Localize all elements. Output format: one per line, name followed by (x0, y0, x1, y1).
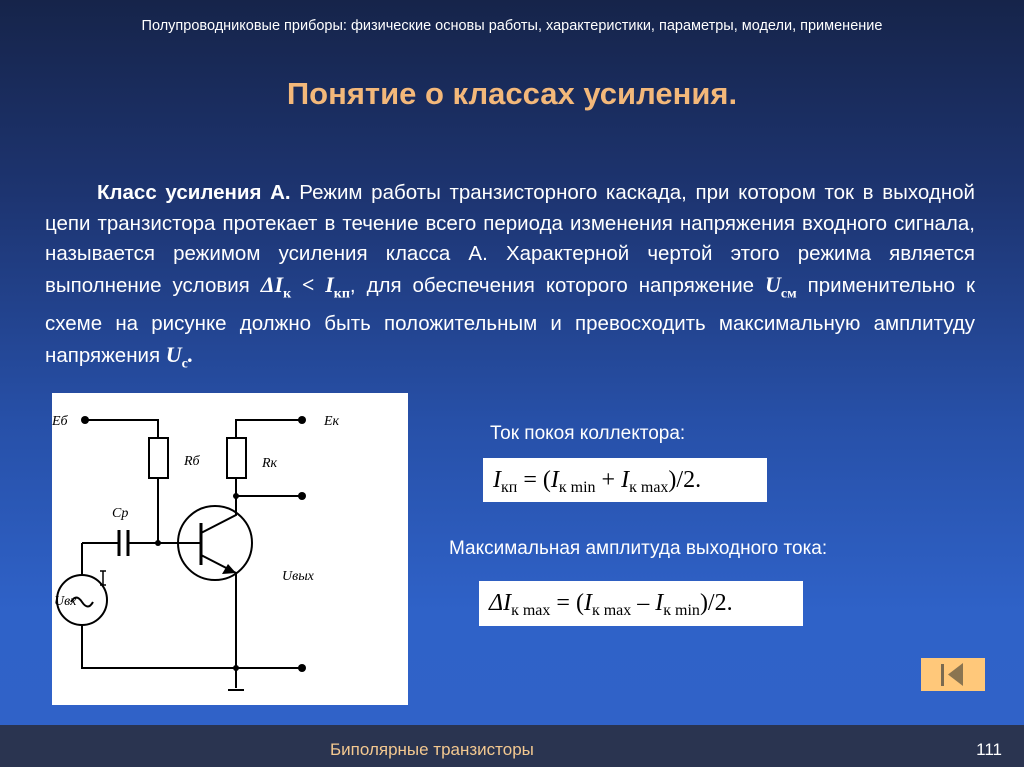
uc-symbol (165, 341, 188, 372)
presentation-header: Полупроводниковые приборы: физические основы работы, характеристики, параметры, модели, применение (141, 18, 883, 34)
label-rk: Rк (262, 456, 278, 471)
terminal-eb (81, 416, 89, 424)
cond-ikp (325, 271, 350, 301)
label-uvx: Uвх (54, 594, 77, 609)
formula-amplitude (479, 581, 803, 626)
op: )/2. (668, 467, 702, 493)
ground-icon (228, 668, 244, 690)
formula-quiescent (483, 458, 767, 502)
node (233, 665, 239, 671)
emitter-arrow (222, 564, 236, 574)
sym: ΔI (260, 271, 284, 297)
text: . (187, 341, 194, 367)
sub: к (283, 285, 292, 301)
sub: см (780, 285, 797, 301)
amplitude-label: Максимальная амплитуда выходного тока: (449, 538, 828, 559)
label-rb: Rб (184, 454, 200, 469)
label-uvyx: Uвых (282, 569, 314, 584)
cond-delta-ik (260, 271, 292, 301)
sub: к min (663, 602, 700, 619)
circuit-schematic (52, 393, 408, 705)
op: = ( (517, 467, 551, 493)
op: – (631, 590, 656, 616)
sub: кп (501, 479, 518, 496)
sub: к max (511, 602, 551, 619)
sym: U (165, 341, 182, 367)
sym: I (550, 467, 559, 493)
body-paragraph (45, 178, 975, 380)
sym: I (621, 467, 630, 493)
sub: кп (333, 285, 350, 301)
node (233, 493, 239, 499)
sym: I (325, 271, 334, 297)
text: , для обеспечения которого напряжение (349, 273, 766, 297)
less-than: < (291, 271, 326, 297)
sym: I (493, 467, 501, 493)
slide-title: Понятие о классах усиления. (286, 76, 738, 111)
op: + (595, 467, 622, 493)
terminal-out (298, 492, 306, 500)
page-number: 111 (976, 740, 1002, 759)
resistor-rk (227, 438, 246, 478)
text: применительно к схеме на рисунке должно быть положительным и превосходить максимальную амплитуду напряжения (45, 273, 975, 367)
op: )/2. (699, 590, 733, 616)
sub: к min (558, 479, 596, 496)
base-bias-wire (85, 420, 158, 543)
collector-lead (201, 496, 236, 533)
node (155, 540, 161, 546)
sub: к max (591, 602, 632, 619)
footer-title: Биполярные транзисторы (330, 740, 534, 759)
terminal-gnd (298, 664, 306, 672)
op: = ( (550, 590, 584, 616)
ucm-symbol (765, 271, 797, 301)
circuit-diagram (52, 393, 408, 705)
label-ek: Eк (324, 414, 340, 429)
sym: I (583, 590, 592, 616)
label-cp: Cр (112, 506, 129, 521)
first-slide-button[interactable] (921, 658, 985, 691)
capacitor-cp (119, 530, 128, 556)
text: Режим работы транзисторного каскада, при котором ток в выходной цепи транзистора протекает в течение всего периода изменения напряжения входного сигнала, называется режимом усиления класса А. Характерной чертой этого режима является выполнение условия (45, 181, 975, 297)
sym: I (655, 590, 664, 616)
resistor-rb (149, 438, 168, 478)
class-a-lead: Класс усиления А. (97, 181, 291, 204)
input-wire (82, 543, 302, 668)
sym: U (765, 271, 781, 297)
sub: к max (629, 479, 669, 496)
label-eb: Eб (52, 414, 68, 429)
sub: с (181, 356, 188, 372)
quiescent-current-label: Ток покоя коллектора: (490, 423, 686, 444)
first-slide-icon (921, 658, 985, 691)
terminal-ek (298, 416, 306, 424)
sym: ΔI (489, 590, 512, 616)
